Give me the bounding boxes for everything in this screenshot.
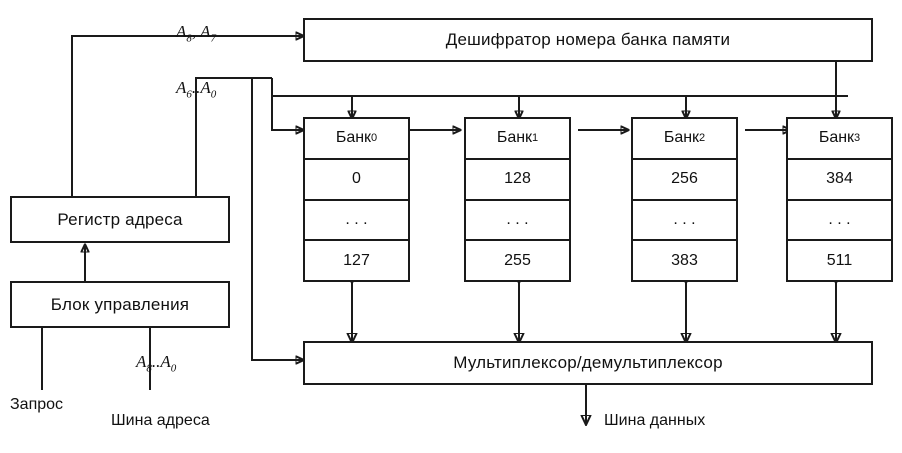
control-unit-label: Блок управления (50, 294, 190, 314)
control-unit-block (10, 281, 230, 328)
bank-decoder-label: Дешифратор номера банка памяти (445, 30, 731, 49)
data-bus-label: Шина данных (604, 412, 706, 429)
signal-label-full-bits: $A_8..A_0$ (136, 352, 177, 375)
address-register-block (10, 196, 230, 243)
bank-title (466, 119, 569, 158)
bank-first-address: 0 (305, 158, 408, 199)
bank-decoder-block (303, 18, 873, 62)
bank-first-address: 256 (633, 158, 736, 199)
bank-first-address: 384 (788, 158, 891, 199)
bank-title-text: Банк (335, 129, 372, 147)
bank-title (788, 119, 891, 158)
bank-title-text: Банк (818, 129, 855, 147)
bank-title-text: Банк (496, 129, 533, 147)
bank-first-address: 128 (466, 158, 569, 199)
bank-ellipsis: . . . (788, 199, 891, 240)
bank-title-text: Банк (663, 129, 700, 147)
memory-bank (464, 117, 571, 282)
bank-title (305, 119, 408, 158)
bank-ellipsis: . . . (305, 199, 408, 240)
bank-title-index: 2 (699, 132, 706, 145)
signal-label-high-bits: $A_8$, $A_7$ (176, 22, 216, 45)
bank-ellipsis: . . . (633, 199, 736, 240)
bank-title-index: 0 (371, 132, 378, 145)
address-register-label: Регистр адреса (57, 209, 183, 229)
bank-title-index: 1 (532, 132, 539, 145)
request-label: Запрос (10, 396, 64, 413)
bank-title-index: 3 (854, 132, 861, 145)
bank-last-address: 255 (466, 239, 569, 280)
memory-bank (786, 117, 893, 282)
bank-ellipsis: . . . (466, 199, 569, 240)
address-bus-label: Шина адреса (111, 412, 210, 429)
signal-label-low-bits: $A_6..A_0$ (176, 78, 217, 101)
multiplexer-label: Мультиплексор/демультиплексор (453, 353, 723, 372)
multiplexer-block (303, 341, 873, 385)
bank-last-address: 127 (305, 239, 408, 280)
bank-last-address: 511 (788, 239, 891, 280)
memory-bank (631, 117, 738, 282)
bank-title (633, 119, 736, 158)
memory-bank (303, 117, 410, 282)
bank-last-address: 383 (633, 239, 736, 280)
